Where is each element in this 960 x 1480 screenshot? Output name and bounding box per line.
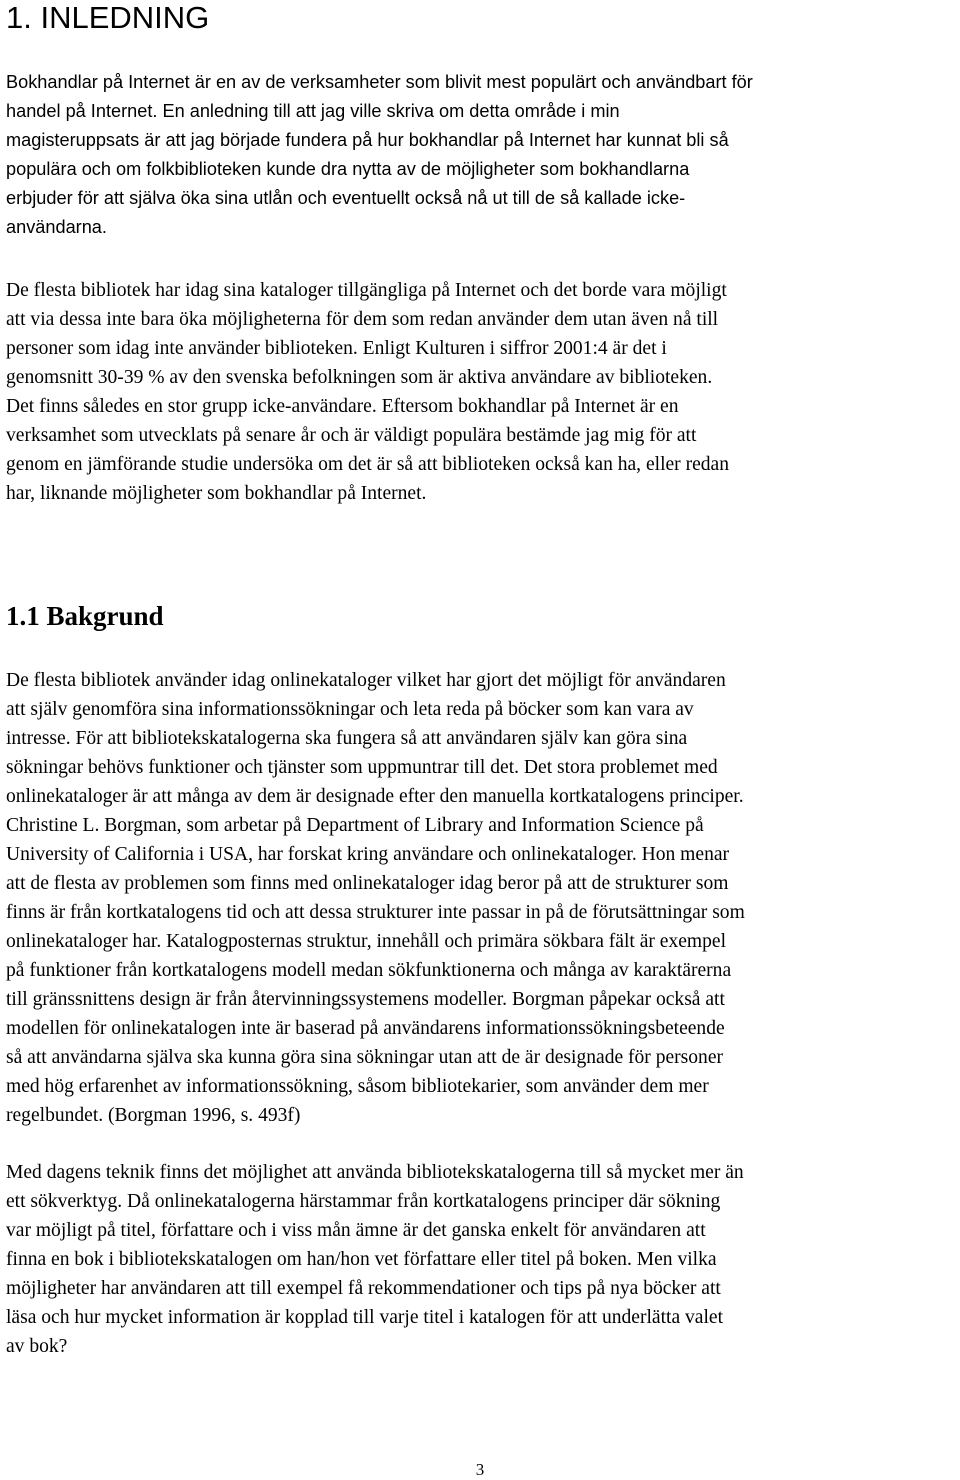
motivation-paragraph: [6, 276, 958, 508]
text-line: att de flesta av problemen som finns med onlinekataloger idag beror på att de strukturer som: [6, 873, 729, 894]
text-line: att själv genomföra sina informationssökningar och leta reda på böcker som kan vara av: [6, 699, 694, 720]
text-line: möjligheter har användaren att till exempel få rekommendationer och tips på nya böcker att: [6, 1278, 721, 1299]
text-line: verksamhet som utvecklats på senare år och är väldigt populära bestämde jag mig för att: [6, 425, 697, 446]
text-line: onlinekataloger har. Katalogposternas struktur, innehåll och primära sökbara fält är exempel: [6, 931, 727, 952]
text-line: populära och om folkbiblioteken kunde dra nytta av de möjligheter som bokhandlarna: [6, 159, 690, 179]
text-line: med hög erfarenhet av informationssökning, såsom bibliotekarier, som använder dem mer: [6, 1076, 709, 1097]
chapter-heading: 1. INLEDNING: [6, 0, 210, 35]
technology-paragraph: [6, 1158, 958, 1361]
text-line: Med dagens teknik finns det möjlighet att använda bibliotekskatalogerna till så mycket mer än: [6, 1162, 744, 1183]
text-line: De flesta bibliotek har idag sina kataloger tillgängliga på Internet och det borde vara möjligt: [6, 280, 727, 301]
text-line: så att användarna själva ska kunna göra sina sökningar utan att de är designade för personer: [6, 1047, 724, 1068]
text-line: University of California i USA, har forskat kring användare och onlinekataloger. Hon menar: [6, 844, 730, 865]
section-heading: 1.1 Bakgrund: [6, 601, 164, 631]
text-line: ett sökverktyg. Då onlinekatalogerna härstammar från kortkatalogens principer där sökning: [6, 1191, 721, 1212]
text-line: finns är från kortkatalogens tid och att dessa strukturer inte passar in på de förutsättningar som: [6, 902, 745, 923]
text-line: sökningar behövs funktioner och tjänster som uppmuntrar till det. Det stora problemet med: [6, 757, 718, 778]
text-line: var möjligt på titel, författare och i viss mån ämne är det ganska enkelt för användaren att: [6, 1220, 706, 1241]
text-line: läsa och hur mycket information är kopplad till varje titel i katalogen för att underlätta valet: [6, 1307, 724, 1328]
text-line: till gränssnittens design är från återvinningssystemens modeller. Borgman påpekar också att: [6, 989, 725, 1010]
text-line: handel på Internet. En anledning till att jag ville skriva om detta område i min: [6, 101, 620, 121]
text-line: Christine L. Borgman, som arbetar på Department of Library and Information Science på: [6, 815, 704, 836]
text-line: De flesta bibliotek använder idag onlinekataloger vilket har gjort det möjligt för användaren: [6, 670, 726, 691]
text-line: genomsnitt 30-39 % av den svenska befolkningen som är aktiva användare av biblioteken.: [6, 367, 713, 388]
text-line: att via dessa inte bara öka möjligheterna för dem som redan använder dem utan även nå till: [6, 309, 719, 330]
text-line: personer som idag inte använder biblioteken. Enligt Kulturen i siffror 2001:4 är det i: [6, 338, 667, 359]
text-line: erbjuder för att själva öka sina utlån och eventuellt också nå ut till de så kallade icke-: [6, 188, 686, 208]
text-line: genom en jämförande studie undersöka om det är så att biblioteken också kan ha, eller redan: [6, 454, 729, 475]
text-line: har, liknande möjligheter som bokhandlar på Internet.: [6, 483, 427, 504]
bakgrund-paragraph: [6, 666, 958, 1130]
text-line: intresse. För att bibliotekskatalogerna ska fungera så att användaren själv kan göra sina: [6, 728, 688, 749]
text-line: onlinekataloger är att många av dem är designade efter den manuella kortkatalogens principer.: [6, 786, 744, 807]
text-line: Bokhandlar på Internet är en av de verksamheter som blivit mest populärt och användbart för: [6, 72, 753, 92]
text-line: användarna.: [6, 217, 107, 237]
text-line: finna en bok i bibliotekskatalogen om han/hon vet författare eller titel på boken. Men vilka: [6, 1249, 717, 1270]
text-line: på funktioner från kortkatalogens modell medan sökfunktionerna och många av karaktärerna: [6, 960, 732, 981]
text-line: regelbundet. (Borgman 1996, s. 493f): [6, 1105, 301, 1126]
page-number: 3: [475, 1460, 485, 1479]
intro-paragraph: [6, 68, 958, 242]
text-line: magisteruppsats är att jag började fundera på hur bokhandlar på Internet har kunnat bli så: [6, 130, 729, 150]
text-line: modellen för onlinekatalogen inte är baserad på användarens informationssökningsbeteende: [6, 1018, 725, 1039]
text-line: av bok?: [6, 1336, 68, 1357]
text-line: Det finns således en stor grupp icke-användare. Eftersom bokhandlar på Internet är en: [6, 396, 679, 417]
